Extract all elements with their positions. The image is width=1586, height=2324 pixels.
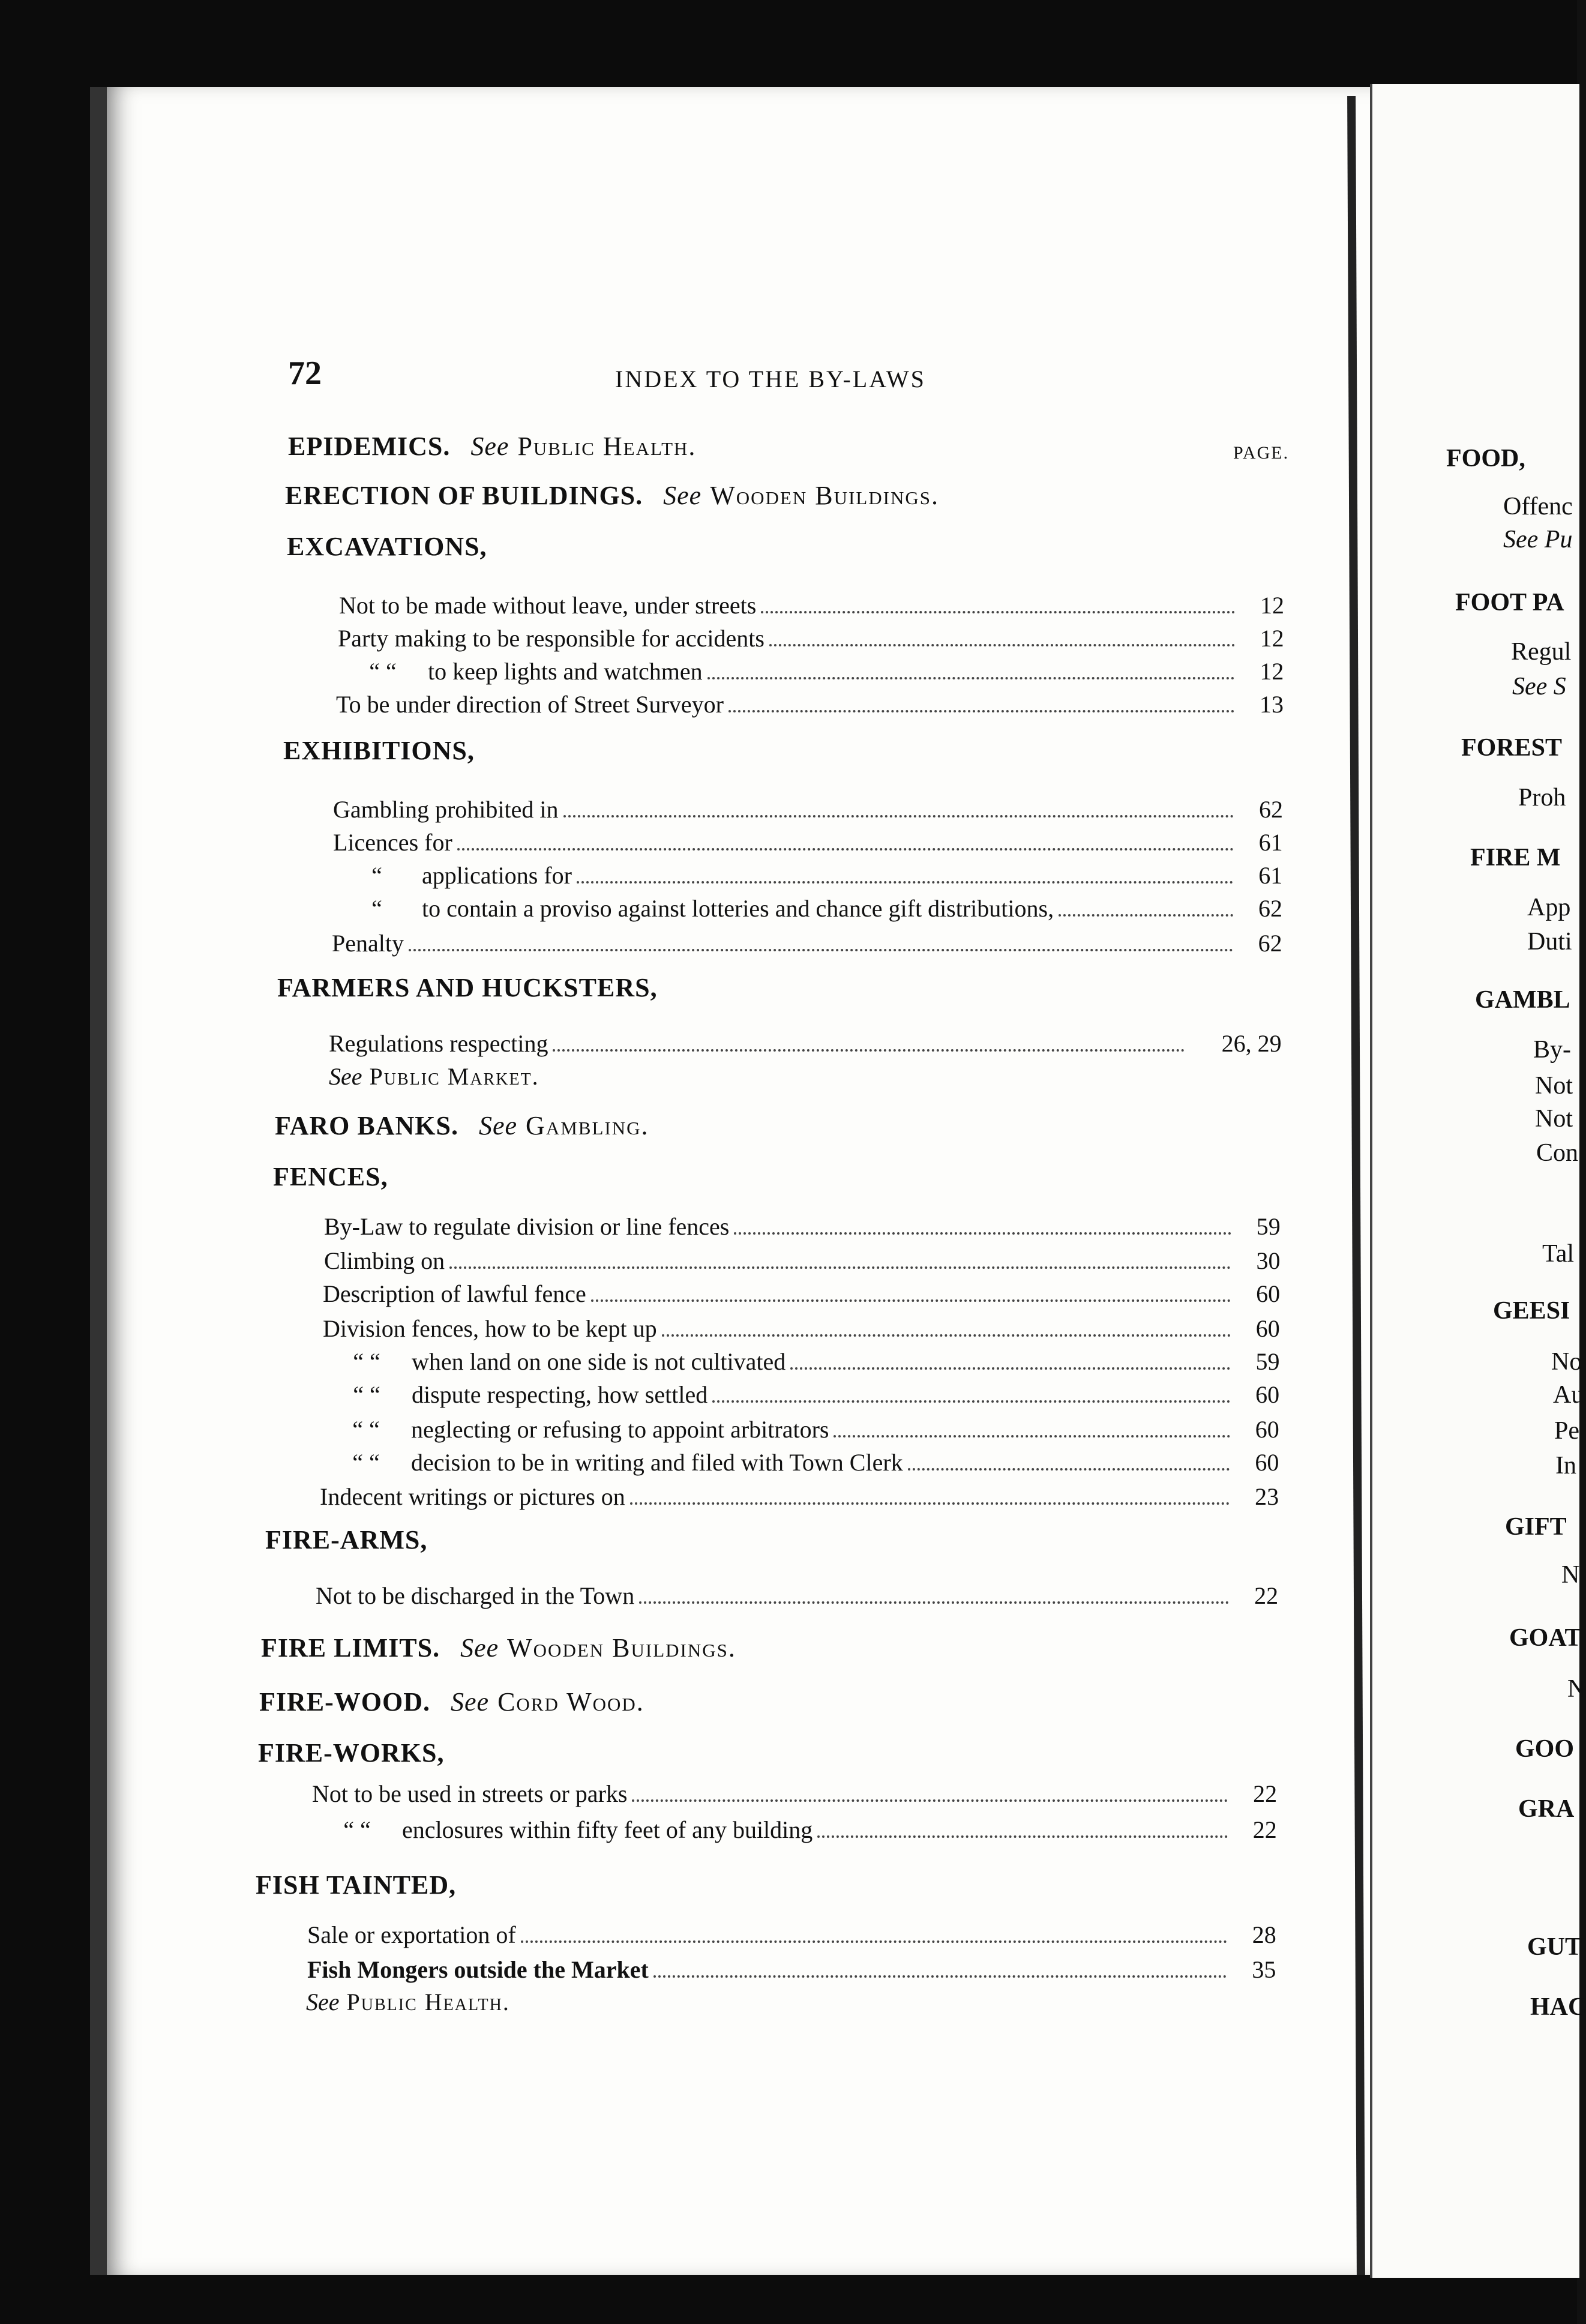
index-heading (273, 1161, 388, 1192)
index-heading (277, 972, 658, 1003)
right-page-fragment: N (1561, 1561, 1580, 1589)
cross-reference: Wooden Buildings. (710, 481, 939, 510)
right-page-fragment: No (1551, 1348, 1582, 1376)
ditto-marks: “ “ (343, 1816, 371, 1843)
index-line (332, 861, 1282, 891)
dot-leader (449, 1266, 1231, 1269)
see-word: See (460, 1633, 499, 1663)
right-page-fragment: Not (1535, 1072, 1573, 1100)
index-line (338, 624, 1284, 654)
index-line (324, 1212, 1281, 1242)
line-text: Penalty (332, 930, 404, 957)
page-reference: 12 (1260, 658, 1284, 685)
index-line (307, 1921, 1276, 1951)
cross-reference: Wooden Buildings. (507, 1633, 736, 1663)
heading-text: FIRE-WOOD. (259, 1687, 430, 1717)
dot-leader (707, 677, 1235, 679)
heading-text: EXCAVATIONS, (287, 532, 487, 561)
index-line (322, 1347, 1279, 1377)
dot-leader (630, 1502, 1230, 1505)
right-page-fragment: Duti (1527, 928, 1572, 956)
index-line (336, 690, 1284, 720)
right-page-fragment: App (1527, 894, 1571, 921)
dot-leader (553, 1049, 1184, 1052)
page-reference: 59 (1255, 1348, 1280, 1375)
dot-leader (563, 815, 1234, 817)
heading-text: FENCES, (273, 1162, 388, 1191)
index-line (333, 828, 1283, 858)
right-page-fragment: FIRE M (1470, 844, 1561, 872)
cross-reference: Public Health. (346, 1988, 510, 2015)
right-page-fragment: Au (1553, 1381, 1584, 1409)
cross-reference: Public Market. (369, 1063, 539, 1090)
index-line (324, 1247, 1280, 1277)
right-page-fragment: GIFT (1505, 1513, 1567, 1541)
index-heading (258, 1738, 444, 1768)
cross-reference: Cord Wood. (497, 1687, 644, 1717)
right-page-fragment: See S (1512, 673, 1566, 700)
page-reference: 60 (1255, 1315, 1280, 1342)
line-text: Gambling prohibited in (333, 796, 559, 823)
index-heading (288, 431, 696, 462)
line-text: By-Law to regulate division or line fences (324, 1213, 730, 1240)
see-word: See (306, 1988, 340, 2015)
dot-leader (834, 1435, 1230, 1437)
ditto-marks: “ “ (352, 1449, 380, 1476)
heading-text: FARMERS AND HUCKSTERS, (277, 973, 658, 1002)
index-line (312, 1816, 1277, 1846)
line-text: Climbing on (324, 1247, 445, 1274)
right-page-fragment: In (1555, 1452, 1576, 1480)
line-text: when land on one side is not cultivated (412, 1348, 786, 1375)
index-line (339, 591, 1284, 621)
see-word: See (663, 481, 702, 510)
index-line (332, 929, 1282, 959)
page-column-label: PAGE. (1233, 443, 1290, 463)
right-page-fragment: Offenc (1503, 493, 1573, 520)
line-text: To be under direction of Street Surveyor (336, 691, 724, 718)
line-text: Sale or exportation of (307, 1921, 516, 1948)
line-text: to keep lights and watchmen (428, 658, 703, 685)
ditto-marks: “ (371, 895, 382, 922)
right-page-fragment: Not (1535, 1105, 1573, 1133)
page-reference: 62 (1258, 895, 1282, 922)
right-page-fragment: FOREST (1461, 734, 1563, 762)
page-reference: 60 (1256, 1280, 1281, 1307)
ditto-marks: “ (371, 862, 382, 889)
index-heading (261, 1633, 736, 1663)
page-reference: 60 (1255, 1381, 1280, 1408)
right-page-fragment: Con (1536, 1139, 1579, 1167)
page-reference: 22 (1254, 1582, 1279, 1609)
right-page-fragment: By- (1533, 1036, 1571, 1064)
index-heading (275, 1110, 649, 1141)
index-line (329, 1029, 1282, 1059)
line-text: Division fences, how to be kept up (323, 1315, 657, 1342)
right-page-fragment: Proh (1518, 784, 1566, 811)
dot-leader (662, 1334, 1231, 1337)
index-line (333, 795, 1283, 825)
page-number: 72 (288, 355, 322, 392)
running-head: INDEX TO THE BY-LAWS (615, 366, 926, 393)
line-text: Regulations respecting (329, 1030, 548, 1057)
right-page-fragment: Regul (1511, 638, 1572, 666)
page-reference: 59 (1256, 1213, 1281, 1240)
dot-leader (908, 1468, 1230, 1471)
line-text: Indecent writings or pictures on (320, 1483, 625, 1510)
page-reference: 22 (1253, 1780, 1278, 1807)
line-text: Fish Mongers outside the Market (307, 1956, 649, 1983)
heading-text: FIRE LIMITS. (261, 1633, 440, 1663)
dot-leader (712, 1400, 1230, 1403)
right-page-fragment: FOOD, (1446, 445, 1525, 472)
right-page-fragment: Pe (1554, 1417, 1579, 1445)
dot-leader (734, 1232, 1231, 1235)
ditto-marks: “ “ (369, 658, 397, 685)
index-line (322, 1380, 1279, 1410)
dot-leader (577, 881, 1233, 884)
see-word: See (470, 432, 509, 461)
dot-leader (728, 710, 1234, 712)
index-line (332, 894, 1282, 924)
page-reference: 30 (1256, 1247, 1281, 1274)
right-page-fragment: See Pu (1503, 526, 1573, 553)
dot-leader (632, 1799, 1228, 1802)
line-text: applications for (422, 862, 572, 889)
page-reference: 12 (1260, 592, 1284, 619)
line-text: Party making to be responsible for accidents (338, 625, 764, 652)
page-reference: 60 (1255, 1416, 1279, 1443)
heading-text: ERECTION OF BUILDINGS. (285, 481, 643, 510)
line-text: dispute respecting, how settled (412, 1381, 708, 1408)
right-page-fragment: Tal (1542, 1240, 1575, 1268)
page-reference: 35 (1252, 1956, 1276, 1983)
line-text: enclosures within fifty feet of any building (402, 1816, 813, 1843)
dot-leader (409, 949, 1233, 951)
index-line (321, 1448, 1279, 1478)
dot-leader (769, 644, 1235, 646)
line-text: Description of lawful fence (323, 1280, 586, 1307)
index-line (312, 1780, 1277, 1810)
line-text: decision to be in writing and filed with Town Clerk (411, 1449, 903, 1476)
dot-leader (457, 848, 1234, 850)
index-line (338, 657, 1284, 687)
heading-text: FISH TAINTED, (256, 1870, 457, 1900)
ditto-marks: “ “ (352, 1416, 380, 1443)
page-reference: 62 (1258, 930, 1282, 957)
page-header (288, 354, 1368, 393)
dot-leader (639, 1601, 1229, 1604)
cross-reference: Gambling. (526, 1111, 649, 1140)
see-also-line (329, 1062, 539, 1091)
see-word: See (451, 1687, 490, 1717)
right-page-fragment: GUT (1527, 1933, 1582, 1961)
right-page-fragment: GOO (1515, 1735, 1575, 1763)
cross-reference: Public Health. (517, 432, 697, 461)
page-reference: 61 (1258, 862, 1283, 889)
page-reference: 28 (1252, 1921, 1276, 1948)
index-line (321, 1415, 1279, 1445)
index-heading (259, 1687, 644, 1717)
index-heading (287, 531, 487, 562)
index-heading (285, 480, 939, 511)
page-reference: 12 (1260, 625, 1284, 652)
index-line (320, 1483, 1279, 1513)
right-page-fragment: GRA (1518, 1795, 1575, 1823)
page-reference: 60 (1255, 1449, 1279, 1476)
page-reference: 26, 29 (1221, 1030, 1282, 1057)
right-page-fragment: GOAT (1509, 1624, 1582, 1652)
page-reference: 61 (1258, 829, 1283, 856)
index-heading (265, 1525, 427, 1555)
dot-leader (761, 611, 1235, 613)
line-text: to contain a proviso against lotteries and chance gift distributions, (422, 895, 1054, 922)
heading-text: FARO BANKS. (275, 1111, 458, 1140)
dot-leader (817, 1835, 1227, 1838)
line-text: Not to be used in streets or parks (312, 1780, 628, 1807)
heading-text: EXHIBITIONS, (283, 736, 475, 765)
right-page-fragment: N (1567, 1675, 1586, 1703)
ditto-marks: “ “ (353, 1381, 380, 1408)
line-text: Licences for (333, 829, 452, 856)
index-line (307, 1955, 1276, 1985)
see-word: See (478, 1111, 518, 1140)
index-heading (283, 735, 475, 766)
page-reference: 23 (1255, 1483, 1279, 1510)
right-page-fragment: HAC (1530, 1993, 1586, 2021)
heading-text: EPIDEMICS. (288, 432, 451, 461)
heading-text: FIRE-ARMS, (265, 1525, 428, 1555)
line-text: neglecting or refusing to appoint arbitrators (411, 1416, 829, 1443)
index-line (323, 1314, 1280, 1344)
see-also-line (306, 1988, 510, 2016)
right-page-fragment: GEESI (1493, 1297, 1570, 1325)
heading-text: FIRE-WORKS, (258, 1738, 445, 1768)
right-page-fragment: FOOT PA (1455, 589, 1564, 616)
line-text: Not to be made without leave, under streets (339, 592, 757, 619)
see-word: See (329, 1063, 362, 1090)
dot-leader (1059, 914, 1233, 917)
ditto-marks: “ “ (353, 1348, 380, 1375)
dot-leader (790, 1367, 1230, 1370)
right-page-fragment: GAMBL (1475, 986, 1570, 1014)
dot-leader (521, 1940, 1227, 1943)
index-heading (256, 1870, 456, 1900)
dot-leader (653, 1975, 1227, 1978)
index-line (316, 1582, 1278, 1612)
page-reference: 62 (1258, 796, 1283, 823)
dot-leader (591, 1299, 1231, 1302)
index-line (323, 1280, 1280, 1310)
page-reference: 22 (1252, 1816, 1277, 1843)
line-text: Not to be discharged in the Town (316, 1582, 635, 1609)
page-reference: 13 (1260, 691, 1284, 718)
